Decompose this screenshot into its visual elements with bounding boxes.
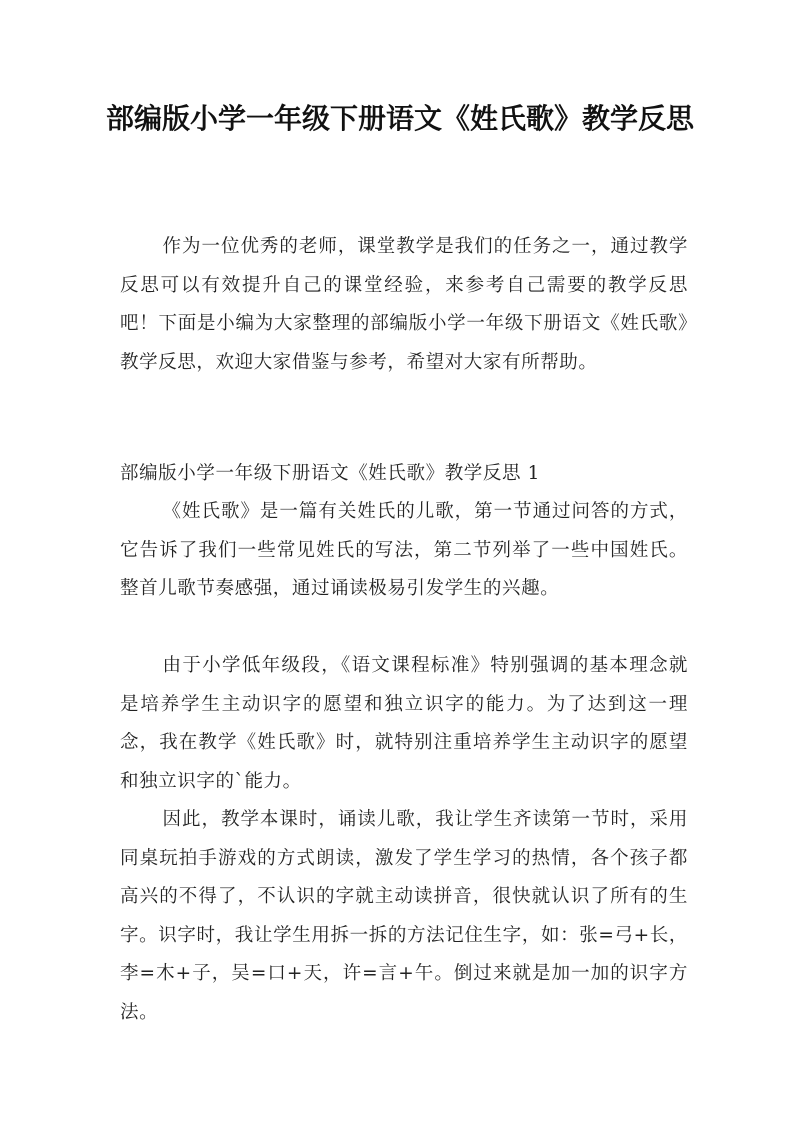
document-title: 部编版小学一年级下册语文《姓氏歌》教学反思 — [105, 102, 694, 135]
section-heading: 部编版小学一年级下册语文《姓氏歌》教学反思 1 — [120, 463, 540, 484]
body-paragraph-3: 因此，教学本课时，诵读儿歌，我让学生齐读第一节时，采用同桌玩拍手游戏的方式朗读，激发了学生学习的热情，各个孩子都高兴的不得了，不认识的字就主动读拼音，很快就认识了所有的生字。识字时，我让学生用拆一拆的方法记住生字，如：张=弓+长，李=木+子，吴=口+天，许=言+午。倒过来就是加一加的识字方法。 — [120, 809, 688, 1023]
body-paragraph-2: 由于小学低年级段，《语文课程标准》特别强调的基本理念就是培养学生主动识字的愿望和独立识字的能力。为了达到这一理念，我在教学《姓氏歌》时，就特别注重培养学生主动识字的愿望和独立识字的`能力。 — [120, 655, 688, 792]
body-paragraph-1: 《姓氏歌》是一篇有关姓氏的儿歌，第一节通过问答的方式，它告诉了我们一些常见姓氏的写法，第二节列举了一些中国姓氏。整首儿歌节奏感强，通过诵读极易引发学生的兴趣。 — [120, 501, 688, 599]
intro-paragraph: 作为一位优秀的老师，课堂教学是我们的任务之一，通过教学反思可以有效提升自己的课堂经验，来参考自己需要的教学反思吧！下面是小编为大家整理的部编版小学一年级下册语文《姓氏歌》教学反思，欢迎大家借鉴与参考，希望对大家有所帮助。 — [120, 236, 688, 373]
